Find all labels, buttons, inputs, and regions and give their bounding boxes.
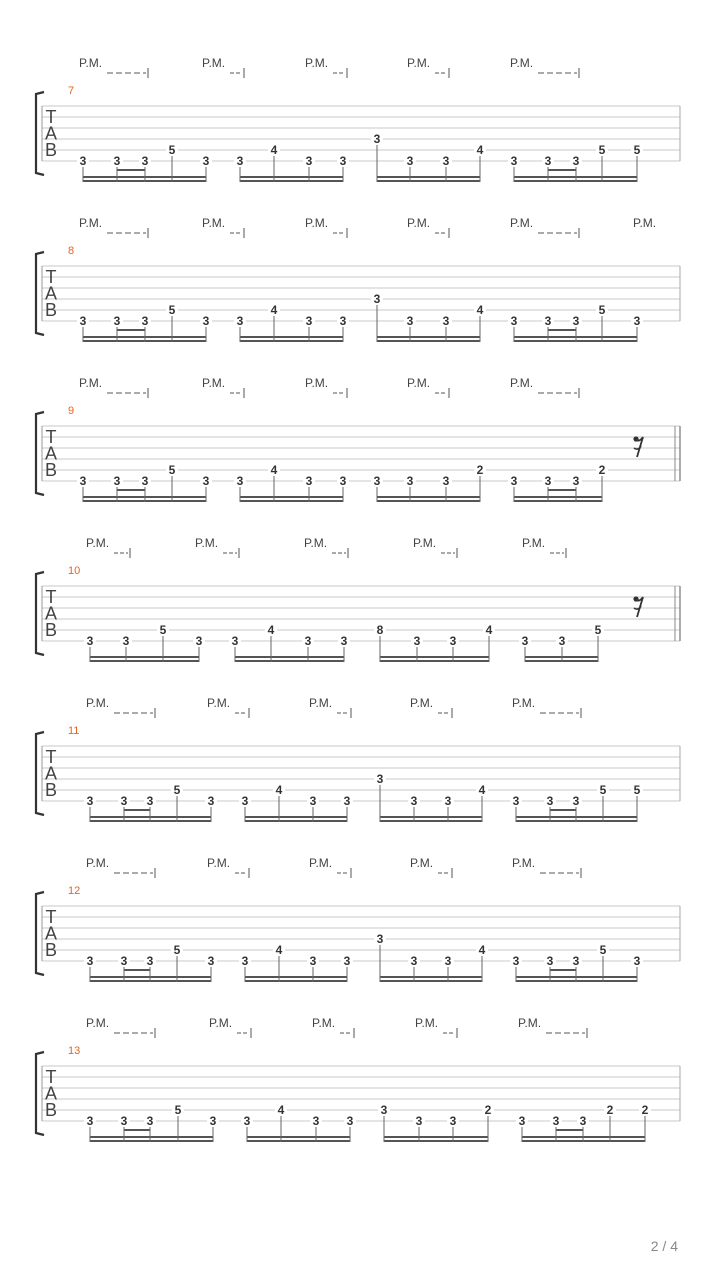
palm-mute-label: P.M. xyxy=(86,1016,110,1030)
sub-beam xyxy=(548,169,576,171)
fret-number: 4 xyxy=(478,783,486,797)
tab-clef-letter: A xyxy=(44,923,58,944)
fret-number: 5 xyxy=(598,303,606,317)
beam xyxy=(514,500,602,502)
fret-number: 3 xyxy=(305,154,313,168)
palm-mute-label: P.M. xyxy=(309,856,333,870)
beam xyxy=(380,820,482,822)
fret-number: 4 xyxy=(275,943,283,957)
fret-number: 4 xyxy=(270,303,278,317)
measure-number: 12 xyxy=(68,885,81,897)
fret-number: 3 xyxy=(202,474,210,488)
fret-number: 3 xyxy=(309,954,317,968)
measure-number: 9 xyxy=(68,405,75,417)
fret-number: 3 xyxy=(339,314,347,328)
tab-clef-letter: B xyxy=(44,780,58,800)
beam xyxy=(240,180,343,182)
fret-number: 5 xyxy=(173,943,181,957)
palm-mute-label: P.M. xyxy=(510,376,534,390)
measure-number: 8 xyxy=(68,245,75,257)
fret-number: 3 xyxy=(552,1114,560,1128)
palm-mute-label: P.M. xyxy=(86,696,110,710)
fret-number: 3 xyxy=(202,154,210,168)
fret-number: 3 xyxy=(444,794,452,808)
fret-number: 3 xyxy=(444,954,452,968)
beam xyxy=(384,1140,488,1142)
tab-clef-letter: B xyxy=(44,460,58,480)
beam xyxy=(245,820,347,822)
fret-number: 3 xyxy=(380,1103,388,1117)
beam xyxy=(240,336,343,338)
fret-number: 3 xyxy=(86,1114,94,1128)
fret-number: 3 xyxy=(373,132,381,146)
beam xyxy=(377,176,480,178)
fret-number: 3 xyxy=(572,794,580,808)
tab-clef-letter: A xyxy=(44,283,58,304)
beam xyxy=(514,496,602,498)
palm-mute-label: P.M. xyxy=(410,856,434,870)
palm-mute-label: P.M. xyxy=(202,376,226,390)
fret-number: 4 xyxy=(277,1103,285,1117)
palm-mute-label: P.M. xyxy=(407,376,431,390)
fret-number: 3 xyxy=(146,1114,154,1128)
fret-number: 3 xyxy=(146,954,154,968)
fret-number: 3 xyxy=(207,794,215,808)
fret-number: 5 xyxy=(633,143,641,157)
fret-number: 3 xyxy=(207,954,215,968)
sub-beam xyxy=(124,809,150,811)
palm-mute-label: P.M. xyxy=(415,1016,439,1030)
fret-number: 3 xyxy=(373,292,381,306)
fret-number: 5 xyxy=(168,463,176,477)
palm-mute-label: P.M. xyxy=(207,856,231,870)
beam xyxy=(90,1136,213,1138)
tab-clef-letter: T xyxy=(45,107,57,127)
palm-mute-label: P.M. xyxy=(305,376,329,390)
system-bracket xyxy=(36,1052,44,1135)
fret-number: 3 xyxy=(546,794,554,808)
fret-number: 3 xyxy=(376,932,384,946)
fret-number: 3 xyxy=(512,794,520,808)
fret-number: 5 xyxy=(594,623,602,637)
fret-number: 2 xyxy=(476,463,484,477)
staff-system xyxy=(36,1016,680,1142)
system-bracket xyxy=(36,412,44,495)
measure-number: 11 xyxy=(68,725,80,737)
fret-number: 3 xyxy=(343,954,351,968)
fret-number: 3 xyxy=(141,314,149,328)
fret-number: 4 xyxy=(476,303,484,317)
palm-mute-label: P.M. xyxy=(410,696,434,710)
fret-number: 3 xyxy=(86,794,94,808)
fret-number: 3 xyxy=(579,1114,587,1128)
palm-mute-label: P.M. xyxy=(86,536,110,550)
fret-number: 2 xyxy=(641,1103,649,1117)
beam xyxy=(245,976,347,978)
fret-number: 3 xyxy=(209,1114,217,1128)
measure-number: 13 xyxy=(68,1045,81,1057)
staff-system xyxy=(36,856,680,982)
fret-number: 5 xyxy=(173,783,181,797)
tab-clef-letter: T xyxy=(45,587,57,607)
fret-number: 3 xyxy=(79,474,87,488)
fret-number: 4 xyxy=(485,623,493,637)
fret-number: 3 xyxy=(202,314,210,328)
fret-number: 5 xyxy=(168,303,176,317)
fret-number: 3 xyxy=(86,954,94,968)
fret-number: 3 xyxy=(546,954,554,968)
palm-mute-label: P.M. xyxy=(86,856,110,870)
fret-number: 3 xyxy=(442,154,450,168)
fret-number: 2 xyxy=(598,463,606,477)
fret-number: 3 xyxy=(305,474,313,488)
page-indicator: 2 / 4 xyxy=(650,1238,678,1254)
fret-number: 3 xyxy=(236,314,244,328)
palm-mute-label: P.M. xyxy=(202,56,226,70)
beam xyxy=(245,980,347,982)
tab-clef-letter: B xyxy=(44,1100,58,1120)
fret-number: 3 xyxy=(141,474,149,488)
beam xyxy=(240,340,343,342)
fret-number: 3 xyxy=(510,154,518,168)
beam xyxy=(240,496,343,498)
fret-number: 3 xyxy=(512,954,520,968)
palm-mute-label: P.M. xyxy=(407,216,431,230)
system-bracket xyxy=(36,572,44,655)
fret-number: 3 xyxy=(241,954,249,968)
fret-number: 3 xyxy=(343,794,351,808)
fret-number: 3 xyxy=(449,634,457,648)
sub-beam xyxy=(117,169,145,171)
palm-mute-label: P.M. xyxy=(312,1016,336,1030)
palm-mute-label: P.M. xyxy=(512,696,536,710)
beam xyxy=(380,660,489,662)
fret-number: 5 xyxy=(159,623,167,637)
fret-number: 3 xyxy=(406,154,414,168)
fret-number: 3 xyxy=(231,634,239,648)
sub-beam xyxy=(124,969,150,971)
fret-number: 4 xyxy=(267,623,275,637)
fret-number: 3 xyxy=(241,794,249,808)
fret-number: 3 xyxy=(544,474,552,488)
fret-number: 3 xyxy=(79,154,87,168)
fret-number: 4 xyxy=(270,143,278,157)
staff-system xyxy=(36,696,680,822)
fret-number: 3 xyxy=(243,1114,251,1128)
beam xyxy=(90,656,199,658)
palm-mute-label: P.M. xyxy=(195,536,219,550)
sub-beam xyxy=(124,1129,150,1131)
fret-number: 3 xyxy=(413,634,421,648)
fret-number: 5 xyxy=(599,943,607,957)
fret-number: 3 xyxy=(449,1114,457,1128)
fret-number: 3 xyxy=(410,794,418,808)
tab-clef-letter: B xyxy=(44,620,58,640)
palm-mute-label: P.M. xyxy=(407,56,431,70)
palm-mute-label: P.M. xyxy=(304,536,328,550)
fret-number: 3 xyxy=(410,954,418,968)
palm-mute-label: P.M. xyxy=(209,1016,233,1030)
sub-beam xyxy=(550,809,576,811)
fret-number: 3 xyxy=(572,474,580,488)
beam xyxy=(247,1140,350,1142)
fret-number: 3 xyxy=(415,1114,423,1128)
palm-mute-label: P.M. xyxy=(79,216,103,230)
palm-mute-label: P.M. xyxy=(202,216,226,230)
fret-number: 5 xyxy=(633,783,641,797)
palm-mute-label: P.M. xyxy=(510,56,534,70)
staff-system xyxy=(36,56,680,182)
tab-clef-letter: B xyxy=(44,140,58,160)
palm-mute-label: P.M. xyxy=(633,216,657,230)
fret-number: 3 xyxy=(305,314,313,328)
fret-number: 5 xyxy=(174,1103,182,1117)
palm-mute-label: P.M. xyxy=(413,536,437,550)
tab-clef-letter: A xyxy=(44,603,58,624)
palm-mute-label: P.M. xyxy=(305,56,329,70)
fret-number: 4 xyxy=(270,463,278,477)
tab-clef-letter: A xyxy=(44,763,58,784)
fret-number: 3 xyxy=(406,474,414,488)
palm-mute-label: P.M. xyxy=(512,856,536,870)
beam xyxy=(247,1136,350,1138)
beam xyxy=(377,500,480,502)
beam xyxy=(240,500,343,502)
fret-number: 3 xyxy=(510,314,518,328)
fret-number: 2 xyxy=(606,1103,614,1117)
fret-number: 3 xyxy=(518,1114,526,1128)
beam xyxy=(377,340,480,342)
fret-number: 3 xyxy=(120,1114,128,1128)
fret-number: 3 xyxy=(113,474,121,488)
beam xyxy=(377,496,480,498)
fret-number: 3 xyxy=(406,314,414,328)
tab-clef-letter: B xyxy=(44,300,58,320)
fret-number: 4 xyxy=(275,783,283,797)
fret-number: 4 xyxy=(478,943,486,957)
measure-number: 7 xyxy=(68,85,75,97)
fret-number: 3 xyxy=(146,794,154,808)
beam xyxy=(90,1140,213,1142)
system-bracket xyxy=(36,732,44,815)
fret-number: 5 xyxy=(168,143,176,157)
tab-clef-letter: A xyxy=(44,1083,58,1104)
fret-number: 3 xyxy=(86,634,94,648)
fret-number: 3 xyxy=(572,314,580,328)
beam xyxy=(377,336,480,338)
fret-number: 3 xyxy=(376,772,384,786)
fret-number: 3 xyxy=(346,1114,354,1128)
beam xyxy=(240,176,343,178)
fret-number: 3 xyxy=(339,474,347,488)
fret-number: 5 xyxy=(598,143,606,157)
beam xyxy=(380,816,482,818)
beam xyxy=(235,656,344,658)
fret-number: 3 xyxy=(544,314,552,328)
fret-number: 3 xyxy=(521,634,529,648)
fret-number: 3 xyxy=(510,474,518,488)
fret-number: 2 xyxy=(484,1103,492,1117)
beam xyxy=(245,816,347,818)
fret-number: 8 xyxy=(376,623,384,637)
fret-number: 3 xyxy=(373,474,381,488)
beam xyxy=(380,656,489,658)
fret-number: 3 xyxy=(544,154,552,168)
fret-number: 3 xyxy=(120,954,128,968)
fret-number: 3 xyxy=(633,954,641,968)
rest-dot xyxy=(633,436,638,441)
beam xyxy=(384,1136,488,1138)
sub-beam xyxy=(117,329,145,331)
measure-number: 10 xyxy=(68,565,81,577)
fret-number: 3 xyxy=(113,154,121,168)
palm-mute-label: P.M. xyxy=(79,376,103,390)
sub-beam xyxy=(556,1129,583,1131)
tab-clef-letter: A xyxy=(44,123,58,144)
palm-mute-label: P.M. xyxy=(518,1016,542,1030)
fret-number: 3 xyxy=(572,154,580,168)
fret-number: 3 xyxy=(122,634,130,648)
palm-mute-label: P.M. xyxy=(207,696,231,710)
tab-clef-letter: T xyxy=(45,427,57,447)
tab-clef-letter: B xyxy=(44,940,58,960)
fret-number: 3 xyxy=(340,634,348,648)
fret-number: 3 xyxy=(309,794,317,808)
fret-number: 5 xyxy=(599,783,607,797)
fret-number: 3 xyxy=(312,1114,320,1128)
beam xyxy=(377,180,480,182)
fret-number: 3 xyxy=(141,154,149,168)
fret-number: 3 xyxy=(633,314,641,328)
sub-beam xyxy=(548,329,576,331)
tab-clef-letter: A xyxy=(44,443,58,464)
fret-number: 3 xyxy=(572,954,580,968)
fret-number: 4 xyxy=(476,143,484,157)
beam xyxy=(380,980,482,982)
palm-mute-label: P.M. xyxy=(510,216,534,230)
tab-clef-letter: T xyxy=(45,747,57,767)
fret-number: 3 xyxy=(442,474,450,488)
fret-number: 3 xyxy=(236,474,244,488)
sub-beam xyxy=(550,969,576,971)
palm-mute-label: P.M. xyxy=(522,536,546,550)
rest-dot xyxy=(633,596,638,601)
palm-mute-label: P.M. xyxy=(305,216,329,230)
palm-mute-label: P.M. xyxy=(79,56,103,70)
beam xyxy=(380,976,482,978)
staff-system xyxy=(36,376,680,502)
fret-number: 3 xyxy=(339,154,347,168)
system-bracket xyxy=(36,892,44,975)
fret-number: 3 xyxy=(236,154,244,168)
palm-mute-label: P.M. xyxy=(309,696,333,710)
fret-number: 3 xyxy=(120,794,128,808)
tab-clef-letter: T xyxy=(45,267,57,287)
sub-beam xyxy=(117,489,145,491)
fret-number: 3 xyxy=(304,634,312,648)
fret-number: 3 xyxy=(195,634,203,648)
fret-number: 3 xyxy=(442,314,450,328)
system-bracket xyxy=(36,92,44,175)
staff-system xyxy=(36,216,680,342)
sub-beam xyxy=(548,489,576,491)
fret-number: 3 xyxy=(558,634,566,648)
tab-clef-letter: T xyxy=(45,907,57,927)
staff-system xyxy=(36,536,680,662)
fret-number: 3 xyxy=(79,314,87,328)
system-bracket xyxy=(36,252,44,335)
tab-clef-letter: T xyxy=(45,1067,57,1087)
fret-number: 3 xyxy=(113,314,121,328)
beam xyxy=(90,660,199,662)
beam xyxy=(235,660,344,662)
